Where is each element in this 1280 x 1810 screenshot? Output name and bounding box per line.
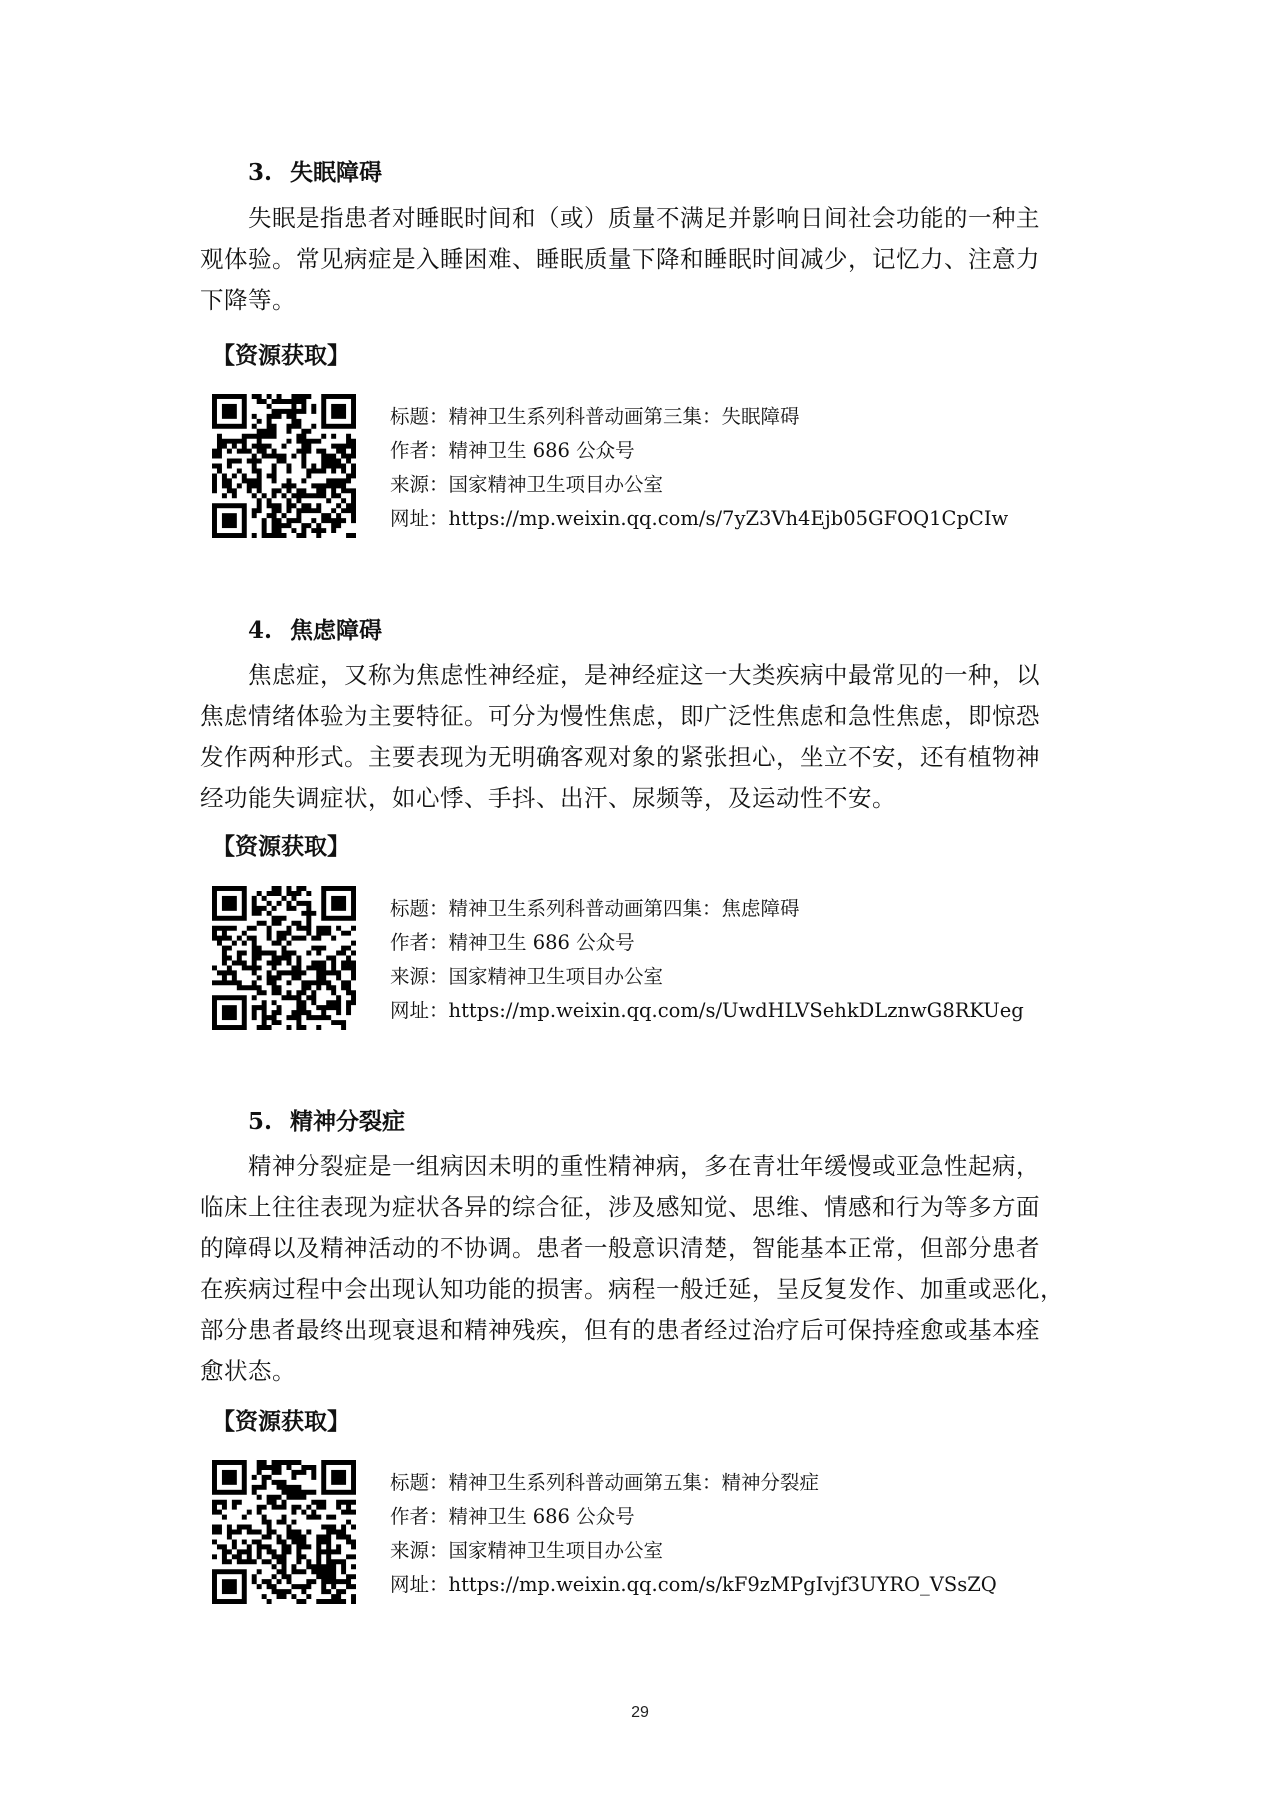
qr-code	[212, 394, 356, 538]
resource-url: https://mp.weixin.qq.com/s/UwdHLVSehkDLznwG8RKUeg	[448, 999, 1024, 1022]
section-heading	[248, 1103, 405, 1136]
resource-author-label: 作者：	[390, 1505, 449, 1528]
resource-title-label: 标题：	[390, 1471, 449, 1494]
body-line: 的障碍以及精神活动的不协调。患者一般意识清楚，智能基本正常，但部分患者	[200, 1234, 1040, 1262]
section-number: 4.	[248, 617, 273, 644]
resource-url: https://mp.weixin.qq.com/s/kF9zMPgIvjf3UYRO_VSsZQ	[448, 1573, 997, 1596]
resource-url-label: 网址：	[390, 507, 449, 530]
section-body	[200, 655, 1096, 819]
body-line: 部分患者最终出现衰退和精神残疾，但有的患者经过治疗后可保持痊愈或基本痊	[200, 1316, 1040, 1344]
resource-author-label: 作者：	[390, 439, 449, 462]
resource-author-row	[390, 926, 1024, 960]
resource-source: 国家精神卫生项目办公室	[448, 965, 664, 988]
section-title: 失眠障碍	[290, 159, 382, 186]
section-number: 5.	[248, 1108, 273, 1135]
resource-author: 精神卫生 686 公众号	[448, 1505, 635, 1528]
resource-url: https://mp.weixin.qq.com/s/7yZ3Vh4Ejb05GFOQ1CpCIw	[448, 507, 1009, 530]
resource-meta	[390, 1466, 997, 1602]
resource-block	[212, 394, 1092, 539]
resource-block	[212, 886, 1092, 1031]
resource-meta	[390, 400, 1008, 536]
section-body	[200, 198, 1096, 321]
body-line: 在疾病过程中会出现认知功能的损害。病程一般迁延，呈反复发作、加重或恶化，	[200, 1275, 1064, 1303]
section-anxiety	[200, 612, 1100, 1042]
qr-code-image	[212, 394, 356, 538]
resource-meta	[390, 892, 1024, 1028]
resource-heading: 【资源获取】	[212, 342, 350, 369]
resource-title: 精神卫生系列科普动画第五集：精神分裂症	[448, 1471, 820, 1494]
qr-code	[212, 886, 356, 1030]
body-line: 焦虑症，又称为焦虑性神经症，是神经症这一大类疾病中最常见的一种，以	[248, 661, 1040, 689]
resource-source-row	[390, 1534, 997, 1568]
section-heading	[248, 612, 382, 645]
resource-source-label: 来源：	[390, 965, 449, 988]
body-line: 愈状态。	[200, 1357, 296, 1385]
section-number: 3.	[248, 159, 273, 186]
resource-source: 国家精神卫生项目办公室	[448, 473, 664, 496]
resource-url-label: 网址：	[390, 999, 449, 1022]
resource-source-label: 来源：	[390, 473, 449, 496]
body-line: 发作两种形式。主要表现为无明确客观对象的紧张担心，坐立不安，还有植物神	[200, 743, 1040, 771]
section-title: 精神分裂症	[290, 1108, 405, 1135]
resource-title-row	[390, 400, 1008, 434]
body-line: 观体验。常见病症是入睡困难、睡眠质量下降和睡眠时间减少，记忆力、注意力	[200, 245, 1040, 273]
page-number: 29	[631, 1704, 649, 1721]
body-line: 焦虑情绪体验为主要特征。可分为慢性焦虑，即广泛性焦虑和急性焦虑，即惊恐	[200, 702, 1040, 730]
resource-heading: 【资源获取】	[212, 1408, 350, 1435]
resource-author-row	[390, 434, 1008, 468]
resource-url-row	[390, 994, 1024, 1028]
qr-code-image	[212, 1460, 356, 1604]
resource-block	[212, 1460, 1092, 1605]
qr-code	[212, 1460, 356, 1604]
resource-heading: 【资源获取】	[212, 833, 350, 860]
resource-url-row	[390, 1568, 997, 1602]
resource-title-label: 标题：	[390, 897, 449, 920]
resource-source-label: 来源：	[390, 1539, 449, 1562]
resource-source-row	[390, 960, 1024, 994]
resource-author-label: 作者：	[390, 931, 449, 954]
resource-title: 精神卫生系列科普动画第四集：焦虑障碍	[448, 897, 800, 920]
resource-author: 精神卫生 686 公众号	[448, 931, 635, 954]
section-insomnia	[200, 154, 1100, 554]
body-line: 临床上往往表现为症状各异的综合征，涉及感知觉、思维、情感和行为等多方面	[200, 1193, 1040, 1221]
body-line: 失眠是指患者对睡眠时间和（或）质量不满足并影响日间社会功能的一种主	[248, 204, 1040, 232]
body-line: 经功能失调症状，如心悸、手抖、出汗、尿频等，及运动性不安。	[200, 784, 896, 812]
body-line: 下降等。	[200, 286, 296, 314]
resource-title-row	[390, 1466, 997, 1500]
section-body	[200, 1146, 1096, 1392]
qr-code-image	[212, 886, 356, 1030]
resource-url-row	[390, 502, 1008, 536]
resource-author: 精神卫生 686 公众号	[448, 439, 635, 462]
section-title: 焦虑障碍	[290, 617, 382, 644]
body-line: 精神分裂症是一组病因未明的重性精神病，多在青壮年缓慢或亚急性起病，	[248, 1152, 1040, 1180]
resource-url-label: 网址：	[390, 1573, 449, 1596]
section-schizophrenia	[200, 1103, 1100, 1603]
resource-title-row	[390, 892, 1024, 926]
resource-title-label: 标题：	[390, 405, 449, 428]
section-heading	[248, 154, 382, 187]
resource-source-row	[390, 468, 1008, 502]
resource-source: 国家精神卫生项目办公室	[448, 1539, 664, 1562]
resource-title: 精神卫生系列科普动画第三集：失眠障碍	[448, 405, 800, 428]
resource-author-row	[390, 1500, 997, 1534]
